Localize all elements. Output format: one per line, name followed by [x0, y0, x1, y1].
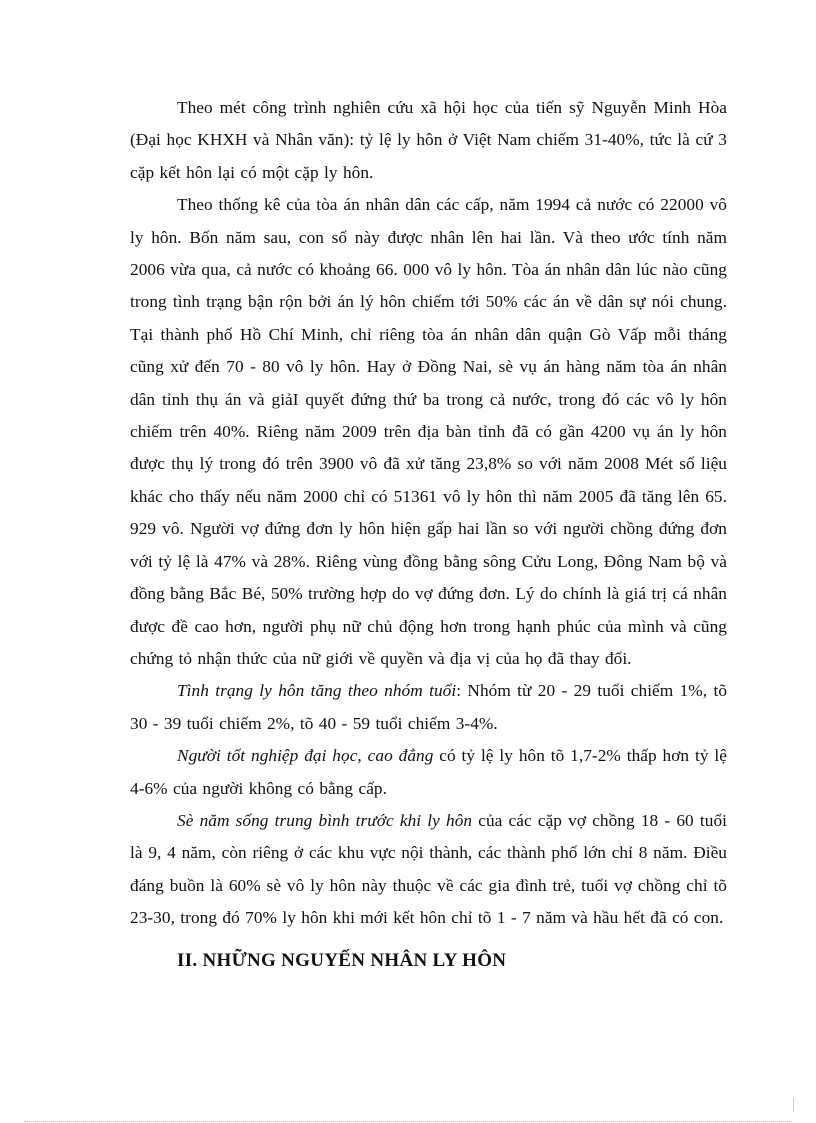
paragraph-text: : Nhóm từ 20 - 29 tuổi chiếm 1%, tõ 30 - 39 tuổi chiếm 2%, tõ 40 - 59 tuổi chiếm 3-4%.	[130, 681, 728, 733]
paragraph-emphasis: Sè năm sống trung bình trước khi ly hôn	[177, 810, 473, 830]
paragraph-marriage-duration	[130, 805, 727, 935]
page-corner-mark	[793, 1098, 808, 1112]
paragraph-age-groups	[130, 675, 727, 740]
paragraph-text: Theo mét công trình nghiên cứu xã hội học của tiến sỹ Nguyễn Minh Hòa (Đại học KHXH và Nhân văn): tỷ lệ ly hôn ở Việt Nam chiếm 31-40%, tức là cứ 3 cặp kết hôn lại có một cặp ly hôn.	[130, 98, 727, 182]
paragraph-emphasis: Người tốt nghiệp đại học, cao đẳng	[177, 746, 434, 766]
paragraph-education	[130, 740, 727, 805]
paragraph-text: Theo thống kê của tòa án nhân dân các cấp, năm 1994 cả nước có 22000 vô ly hôn. Bốn năm sau, con số này được nhân lên hai lần. Và theo ước tính năm 2006 vừa qua, cả nước có khoảng 66. 000 vô ly hôn. Tòa án nhân dân lúc nào cũng trong tình trạng bận rộn bởi án lý hôn chiếm tới 50% các án về dân sự nói chung. Tại thành phố Hồ Chí Minh, chỉ riêng tòa án nhân dân quận Gò Vấp mỗi tháng cũng xử đến 70 - 80 vô ly hôn. Hay ở Đồng Nai, sè vụ án hàng năm tòa án nhân dân tỉnh thụ án và giảI quyết đứng thứ ba trong cả nước, trong đó các vô ly hôn chiếm trên 40%. Riêng năm 2009 trên địa bàn tỉnh đã có gần 4200 vụ án ly hôn được thụ lý trong đó trên 3900 vô đã xử tăng 23,8% so với năm 2008 Mét số liệu khác cho thấy nếu năm 2000 chỉ có 51361 vô ly hôn thì năm 2005 đã tăng lên 65. 929 vô. Người vợ đứng đơn ly hôn hiện gấp hai lần so với người chồng đứng đơn với tỷ lệ là 47% và 28%. Riêng vùng đồng bằng sông Cửu Long, Đông Nam bộ và đồng bằng Bắc Bé, 50% trường hợp do vợ đứng đơn. Lý do chính là giá trị cá nhân được đề cao hơn, người phụ nữ chủ động hơn trong hạnh phúc của mình và cũng chứng tỏ nhận thức của nữ giới về quyền và địa vị của họ đã thay đổi.	[130, 195, 727, 668]
document-page	[130, 92, 727, 977]
paragraph-text: có tỷ lệ ly hôn tõ 1,7-2% thấp hơn tỷ lệ 4-6% của người không có bằng cấp.	[130, 746, 727, 798]
paragraph-text: của các cặp vợ chồng 18 - 60 tuổi là 9, 4 năm, còn riêng ở các khu vực nội thành, các thành phố lớn chỉ 8 năm. Điều đáng buồn là 60% sè vô ly hôn này thuộc về các gia đình trẻ, tuổi vợ chồng chỉ tõ 23-30, trong đó 70% ly hôn khi mới kết hôn chỉ tõ 1 - 7 năm và hầu hết đã có con.	[130, 810, 727, 928]
paragraph-court-statistics	[130, 189, 727, 675]
page-footer-divider	[24, 1121, 792, 1122]
section-heading: II. NHỮNG NGUYẾN NHÂN LY HÔN	[177, 949, 507, 971]
paragraph-emphasis: Tình trạng ly hôn tăng theo nhóm tuổi	[177, 681, 457, 701]
paragraph-research-rate	[130, 92, 727, 189]
